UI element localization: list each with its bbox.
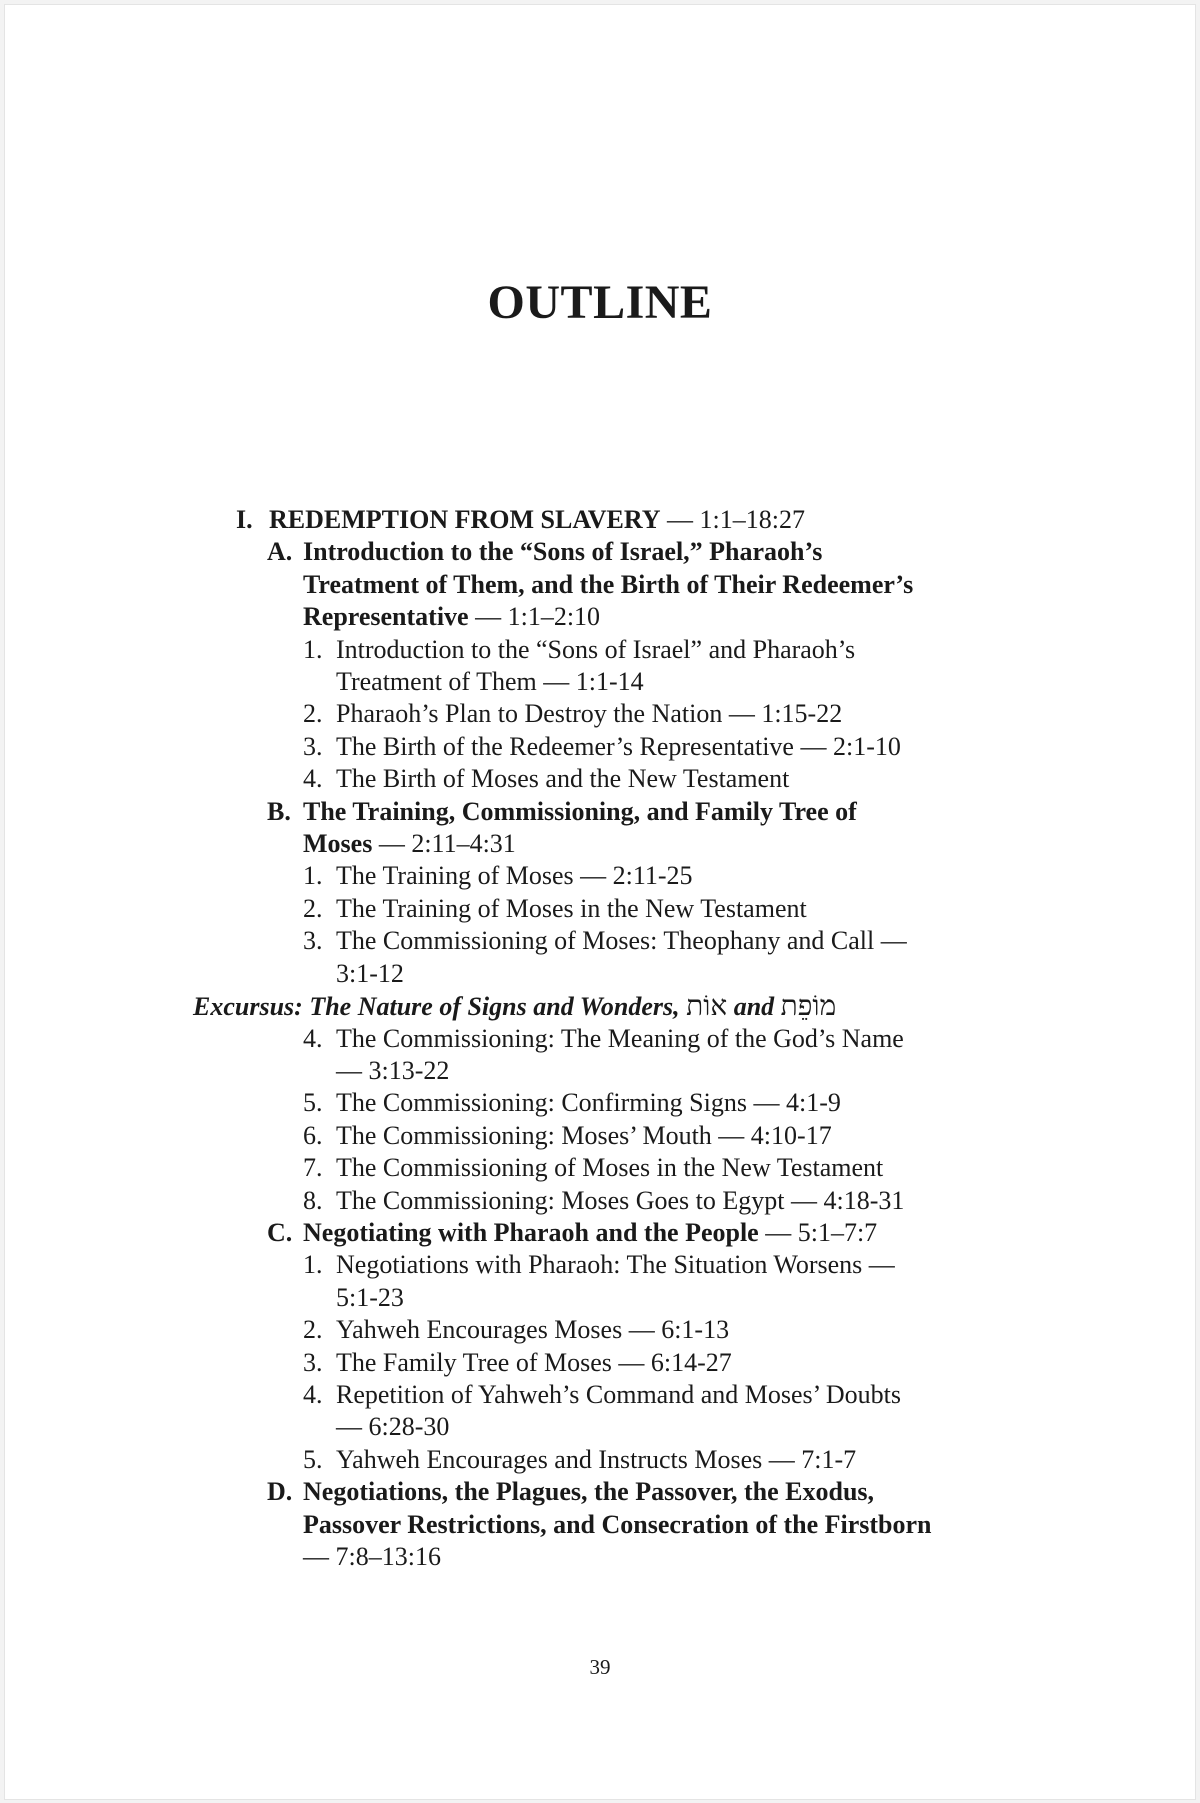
item-text: Repetition of Yahweh’s Command and Moses’ Doubts [336,1379,901,1409]
section-heading-line [5,601,1195,633]
item-number: 4. [303,1023,323,1053]
outline-item [5,1444,1195,1476]
item-number: 4. [303,1379,323,1409]
excursus-heading [5,990,1195,1022]
item-number: 5. [303,1088,323,1118]
section-heading-line [5,569,1195,601]
item-text: The Commissioning of Moses in the New Testament [336,1153,884,1183]
section-title-text [303,1217,877,1249]
part-label: I. [236,505,253,534]
outline-list [5,504,1195,1573]
outline-item [5,1023,1195,1055]
page-title: OUTLINE [487,276,713,329]
section-title-text [303,601,600,633]
item-text: — 3:13-22 [336,1055,450,1085]
item-text: 3:1-12 [336,958,404,988]
item-text: The Commissioning: Confirming Signs — 4:1-9 [336,1088,841,1118]
section-title-text [303,828,516,860]
item-number: 4. [303,764,323,794]
item-number: 3. [303,1347,323,1377]
section-ref: 5:1–7:7 [797,1217,878,1247]
item-text: The Training of Moses in the New Testament [336,893,807,923]
section-title-line: Negotiations, the Plagues, the Passover, the Exodus, [303,1477,875,1507]
item-number: 3. [303,731,323,761]
outline-item-continuation [5,1282,1195,1314]
item-text: Introduction to the “Sons of Israel” and Pharaoh’s [336,634,856,664]
outline-item [5,925,1195,957]
page-number: 39 [589,1655,611,1679]
section-label: A. [267,537,293,567]
item-text: The Commissioning: The Meaning of the God’s Name [336,1023,904,1053]
item-number: 2. [303,699,323,729]
hebrew-word-oth: אוֹת [686,989,728,1023]
section-label: C. [267,1217,293,1247]
item-number: 2. [303,1315,323,1345]
item-text: The Birth of Moses and the New Testament [336,764,790,794]
hebrew-word-mopheth: מוֹפֵת [780,989,837,1023]
outline-item [5,860,1195,892]
excursus-and: and [733,992,775,1022]
item-text: The Training of Moses — 2:11-25 [336,861,693,891]
item-text: Yahweh Encourages Moses — 6:1-13 [336,1315,730,1345]
dash: — [378,829,405,859]
item-text: Pharaoh’s Plan to Destroy the Nation — 1:15-22 [336,699,843,729]
section-ref: — 7:8–13:16 [303,1542,441,1571]
outline-item [5,1185,1195,1217]
outline-item [5,1120,1195,1152]
outline-item [5,1249,1195,1281]
item-number: 8. [303,1185,323,1215]
section-heading-line [5,1476,1195,1508]
dash: — [667,505,694,534]
item-number: 6. [303,1120,323,1150]
item-text: The Commissioning: Moses Goes to Egypt — 4:18-31 [336,1185,905,1215]
section-heading-line [5,536,1195,568]
outline-item [5,698,1195,730]
item-number: 5. [303,1444,323,1474]
item-text: 5:1-23 [336,1282,404,1312]
section-heading-line [5,1541,1195,1573]
outline-item [5,731,1195,763]
section-label: D. [267,1477,293,1507]
item-number: 3. [303,926,323,956]
part-text [269,504,805,536]
item-text: Negotiations with Pharaoh: The Situation Worsens — [336,1250,895,1280]
section-heading-line [5,1509,1195,1541]
outline-item [5,1087,1195,1119]
section-title-line: Representative [303,602,469,632]
outline-item [5,1379,1195,1411]
outline-part-heading [5,504,1195,536]
section-title-line: Moses [303,829,373,859]
section-title-line: Treatment of Them, and the Birth of Their Redeemer’s [303,569,914,599]
part-ref: 1:1–18:27 [699,505,805,534]
outline-item-continuation [5,666,1195,698]
outline-item [5,634,1195,666]
outline-item [5,1314,1195,1346]
item-text: The Family Tree of Moses — 6:14-27 [336,1347,732,1377]
excursus-text [193,990,836,1023]
section-heading-line [5,1217,1195,1249]
section-title-line: Introduction to the “Sons of Israel,” Pharaoh’s [303,537,823,567]
excursus-title: Excursus: The Nature of Signs and Wonders, [193,992,680,1022]
item-text: Treatment of Them — 1:1-14 [336,667,644,697]
section-heading-line [5,828,1195,860]
item-text: The Commissioning of Moses: Theophany and Call — [336,926,907,956]
item-number: 1. [303,1250,323,1280]
section-heading-line [5,796,1195,828]
section-title-line: The Training, Commissioning, and Family Tree of [303,796,857,826]
outline-item-continuation [5,1055,1195,1087]
outline-item [5,893,1195,925]
section-ref: 2:11–4:31 [411,829,516,859]
outline-item-continuation [5,958,1195,990]
book-page [4,4,1196,1800]
part-title: REDEMPTION FROM SLAVERY [269,505,661,534]
item-text: Yahweh Encourages and Instructs Moses — 7:1-7 [336,1444,857,1474]
section-title-line: Negotiating with Pharaoh and the People [303,1217,759,1247]
item-number: 7. [303,1153,323,1183]
item-text: — 6:28-30 [336,1412,450,1442]
item-number: 1. [303,634,323,664]
dash: — [765,1217,792,1247]
item-text: The Commissioning: Moses’ Mouth — 4:10-17 [336,1120,832,1150]
item-number: 2. [303,893,323,923]
section-title-line: Passover Restrictions, and Consecration of the Firstborn [303,1509,932,1539]
outline-item [5,763,1195,795]
section-ref: 1:1–2:10 [507,602,601,632]
outline-item [5,1347,1195,1379]
section-label: B. [267,796,291,826]
outline-item-continuation [5,1411,1195,1443]
item-number: 1. [303,861,323,891]
outline-item [5,1152,1195,1184]
item-text: The Birth of the Redeemer’s Representative — 2:1-10 [336,731,901,761]
dash: — [475,602,502,632]
